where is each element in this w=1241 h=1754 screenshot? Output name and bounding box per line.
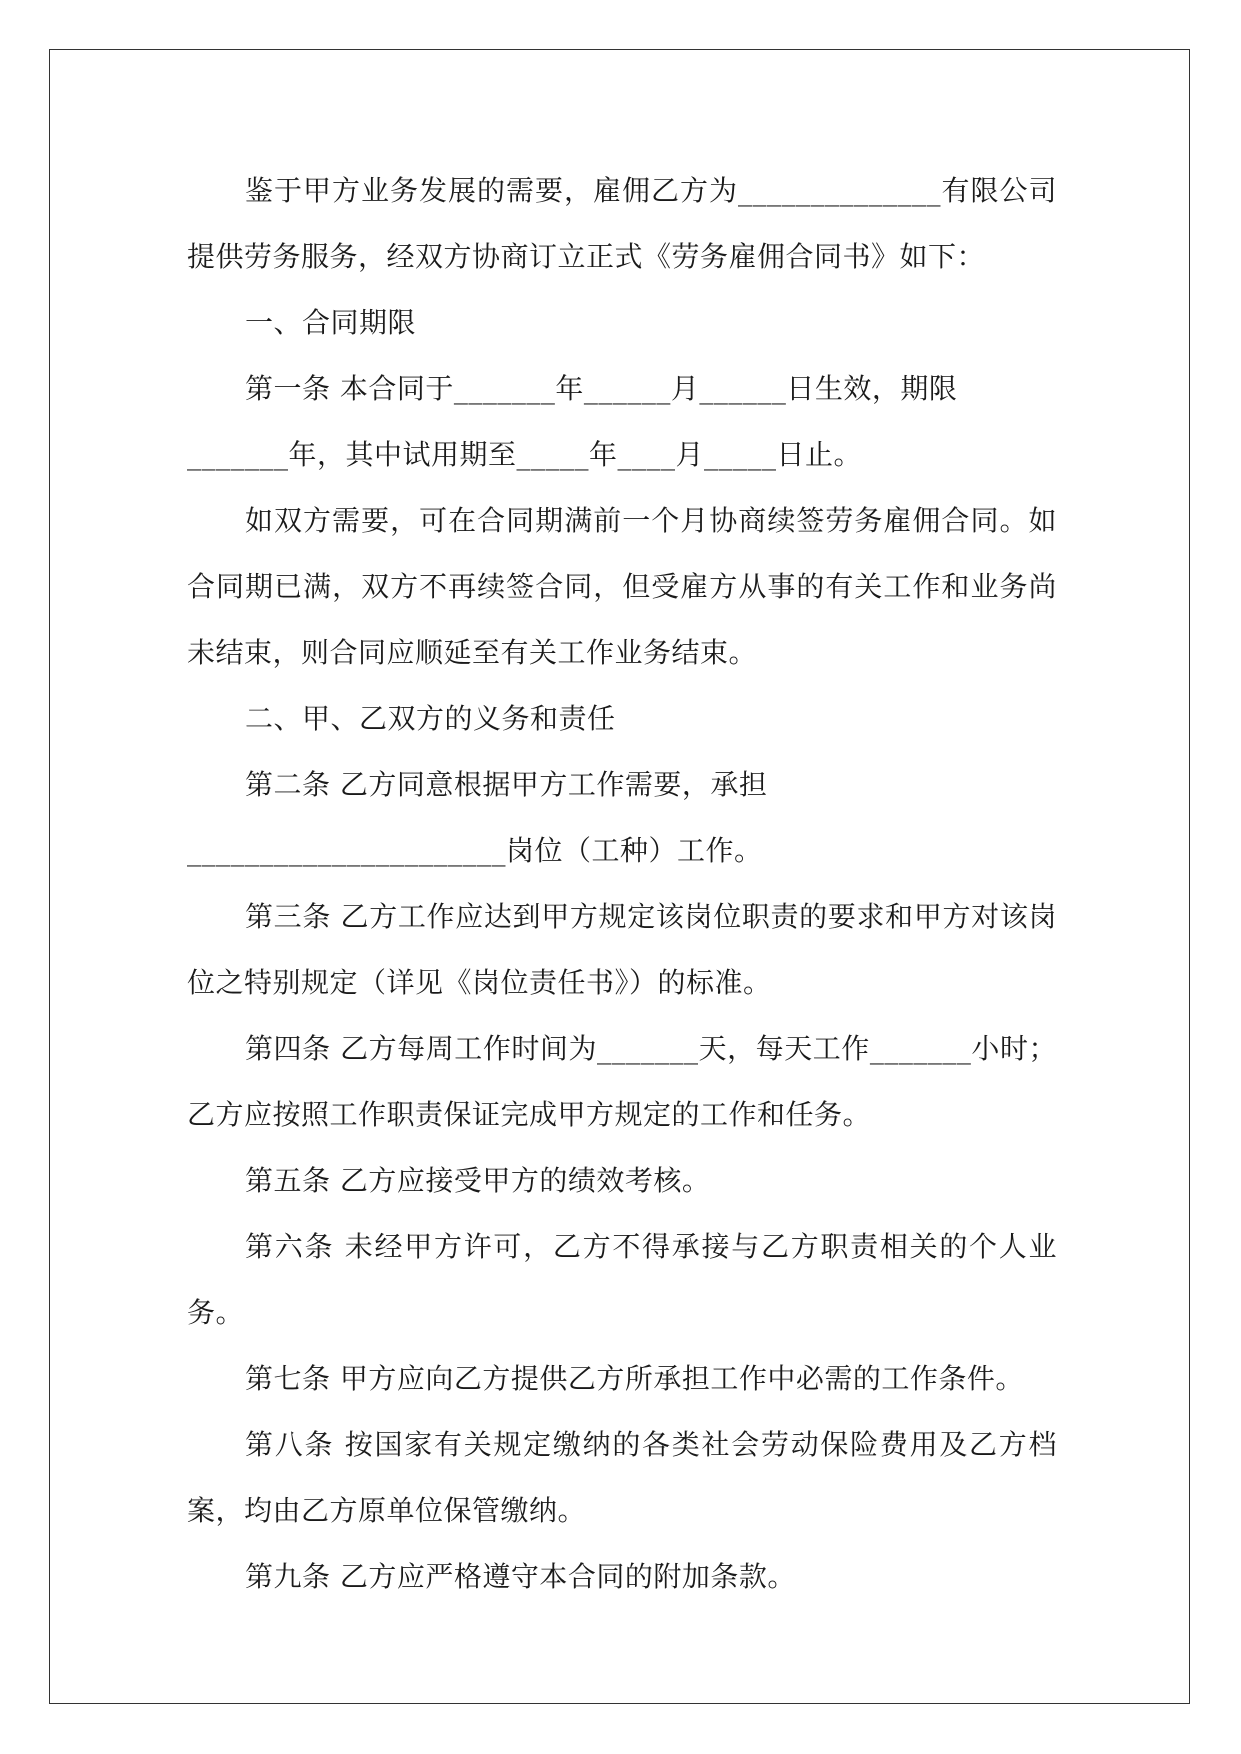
- article-2-line-1: 第二条 乙方同意根据甲方工作需要，承担: [245, 768, 768, 801]
- document-body: [187, 158, 1057, 1610]
- article-2-line-2: ______________________岗位（工种）工作。: [187, 834, 763, 867]
- preamble-paragraph: 鉴于甲方业务发展的需要，雇佣乙方为______________有限公司提供劳务服务，经双方协商订立正式《劳务雇佣合同书》如下：: [187, 174, 1057, 273]
- article-1-line-1: 第一条 本合同于_______年______月______日生效，期限: [245, 372, 958, 405]
- article-3: 第三条 乙方工作应达到甲方规定该岗位职责的要求和甲方对该岗位之特别规定（详见《岗位责任书》）的标准。: [187, 900, 1057, 999]
- article-6: 第六条 未经甲方许可，乙方不得承接与乙方职责相关的个人业务。: [187, 1230, 1057, 1329]
- section-heading-obligations: 二、甲、乙双方的义务和责任: [245, 702, 616, 735]
- article-9: 第九条 乙方应严格遵守本合同的附加条款。: [245, 1560, 796, 1593]
- article-7: 第七条 甲方应向乙方提供乙方所承担工作中必需的工作条件。: [245, 1362, 1024, 1395]
- article-1-line-2: _______年，其中试用期至_____年____月_____日止。: [187, 438, 863, 471]
- article-5: 第五条 乙方应接受甲方的绩效考核。: [245, 1164, 711, 1197]
- section-heading-term: 一、合同期限: [245, 306, 417, 339]
- article-4: 第四条 乙方每周工作时间为_______天，每天工作_______小时；乙方应按照工作职责保证完成甲方规定的工作和任务。: [187, 1032, 1057, 1131]
- article-8: 第八条 按国家有关规定缴纳的各类社会劳动保险费用及乙方档案，均由乙方原单位保管缴纳。: [187, 1428, 1057, 1527]
- renewal-paragraph: 如双方需要，可在合同期满前一个月协商续签劳务雇佣合同。如合同期已满，双方不再续签合同，但受雇方从事的有关工作和业务尚未结束，则合同应顺延至有关工作业务结束。: [187, 504, 1057, 669]
